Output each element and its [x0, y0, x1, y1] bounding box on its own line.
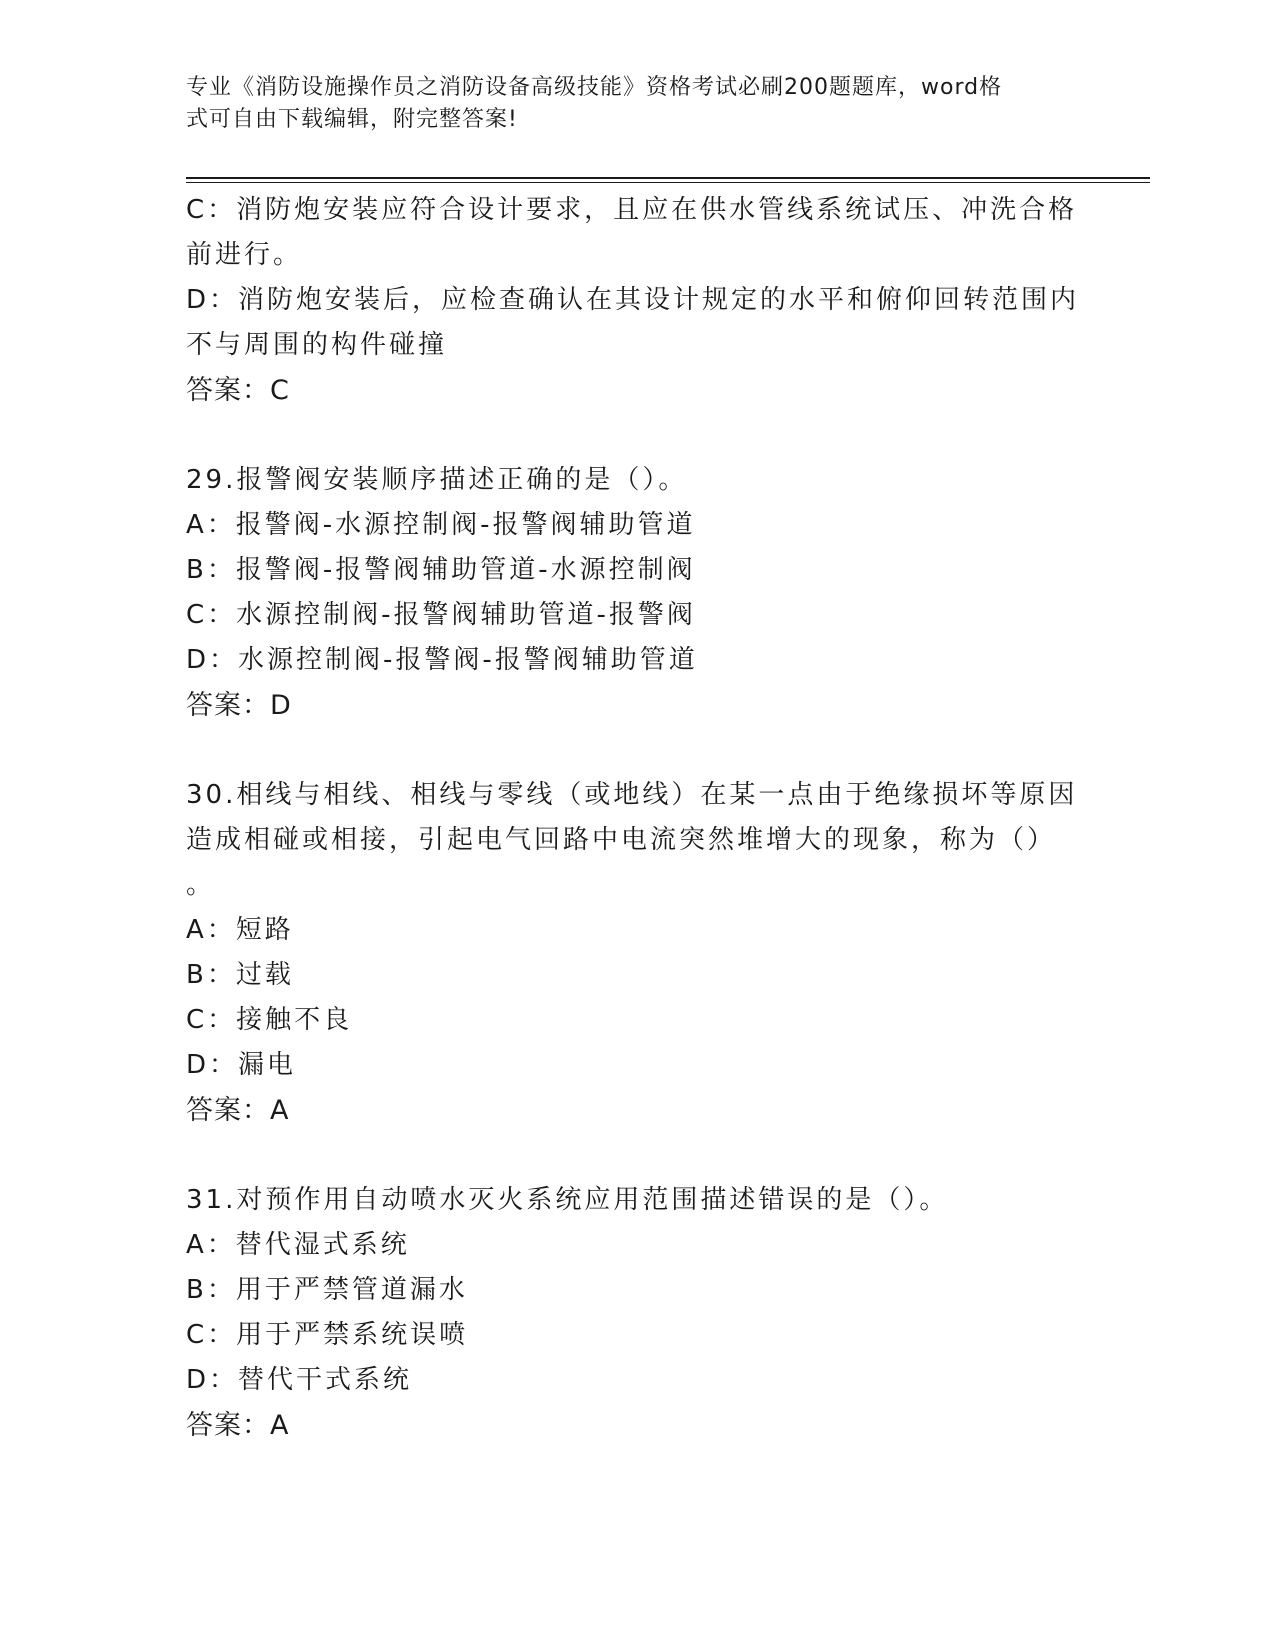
question-block-29 [186, 458, 1086, 728]
header-line-1: 专业《消防设施操作员之消防设备高级技能》资格考试必刷200题题库，word格 [186, 75, 1003, 100]
option-c-line-2: 前进行。 [186, 240, 303, 270]
option-d: D：替代干式系统 [186, 1365, 413, 1395]
header-line-2: 式可自由下载编辑，附完整答案! [186, 107, 518, 132]
question-31-text: 31.对预作用自动喷水灭火系统应用范围描述错误的是（）。 [186, 1185, 949, 1215]
document-header [186, 72, 1066, 136]
header-divider-thin [186, 182, 1150, 183]
option-a: A：报警阀-水源控制阀-报警阀辅助管道 [186, 510, 696, 540]
header-divider-thick [186, 177, 1150, 179]
question-29-text: 29.报警阀安装顺序描述正确的是（）。 [186, 465, 688, 495]
option-a: A：短路 [186, 915, 294, 945]
question-30-text-line-2: 造成相碰或相接，引起电气回路中电流突然堆增大的现象，称为（） [186, 825, 1057, 855]
question-block-30 [186, 773, 1086, 1133]
spacer [186, 1133, 1086, 1178]
question-30-text-line-3: 。 [186, 870, 216, 900]
option-d: D：水源控制阀-报警阀-报警阀辅助管道 [186, 645, 698, 675]
answer-29: 答案：D [186, 690, 292, 721]
option-d-line-1: D：消防炮安装后，应检查确认在其设计规定的水平和俯仰回转范围内 [186, 285, 1080, 315]
option-c: C：用于严禁系统误喷 [186, 1320, 469, 1350]
question-block-31 [186, 1178, 1086, 1448]
answer-31: 答案：A [186, 1410, 290, 1441]
spacer [186, 413, 1086, 458]
question-list [186, 188, 1086, 1448]
option-a: A：替代湿式系统 [186, 1230, 410, 1260]
option-c: C：水源控制阀-报警阀辅助管道-报警阀 [186, 600, 696, 630]
option-b: B：用于严禁管道漏水 [186, 1275, 468, 1305]
answer-30: 答案：A [186, 1095, 290, 1126]
question-block-28 [186, 188, 1086, 413]
option-b: B：报警阀-报警阀辅助管道-水源控制阀 [186, 555, 696, 585]
option-b: B：过载 [186, 960, 294, 990]
spacer [186, 728, 1086, 773]
option-d-line-2: 不与周围的构件碰撞 [186, 330, 448, 360]
option-c: C：接触不良 [186, 1005, 353, 1035]
option-c-line-1: C：消防炮安装应符合设计要求，且应在供水管线系统试压、冲洗合格 [186, 195, 1078, 225]
answer-28: 答案：C [186, 375, 290, 406]
option-d: D：漏电 [186, 1050, 297, 1080]
question-30-text-line-1: 30.相线与相线、相线与零线（或地线）在某一点由于绝缘损坏等原因 [186, 780, 1078, 810]
